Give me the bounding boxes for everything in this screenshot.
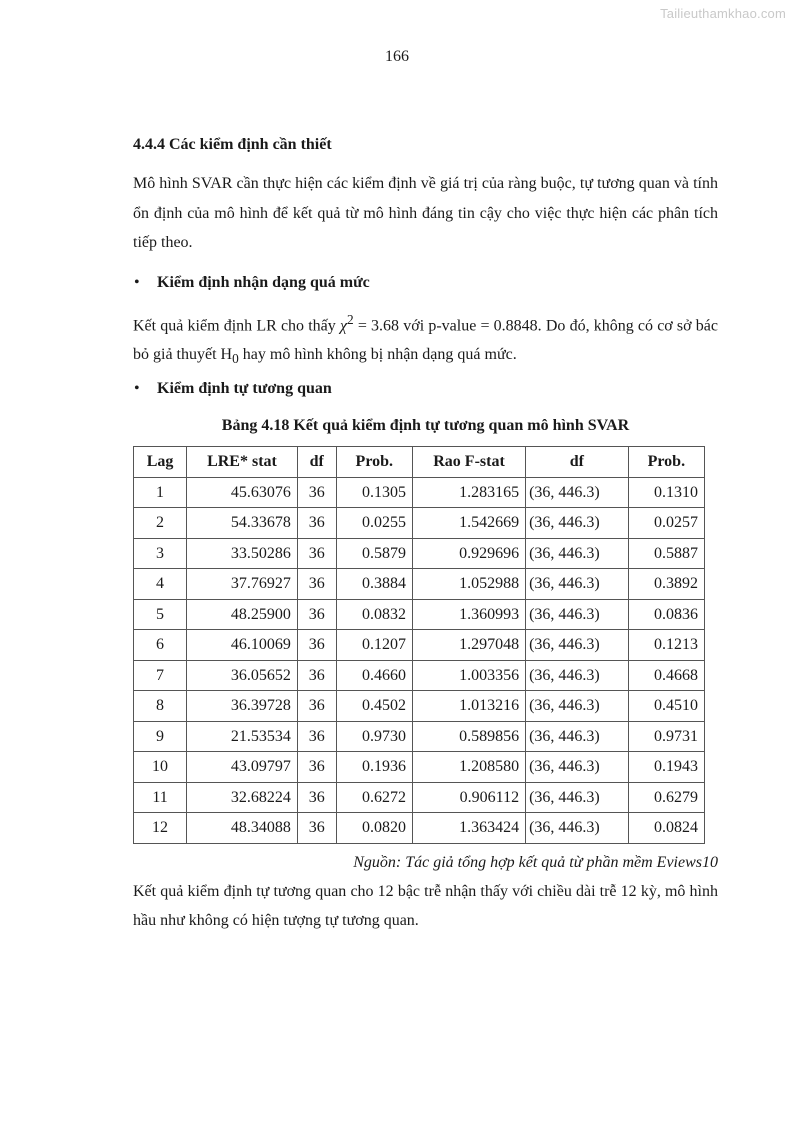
cell-rao-f-stat: 1.003356 [412, 660, 525, 691]
header-lre-stat: LRE* stat [187, 447, 298, 478]
cell-lre-stat: 21.53534 [187, 721, 298, 752]
table-row [134, 782, 705, 813]
cell-prob-2: 0.1943 [628, 752, 704, 783]
section-heading: 4.4.4 Các kiểm định cần thiết [133, 136, 332, 153]
cell-df: 36 [297, 782, 336, 813]
cell-prob-2: 0.0836 [628, 599, 704, 630]
table-row [134, 752, 705, 783]
cell-rao-f-stat: 1.208580 [412, 752, 525, 783]
cell-df: 36 [297, 477, 336, 508]
cell-df-2: (36, 446.3) [526, 660, 629, 691]
table-header-row [134, 447, 705, 478]
lr-result-paragraph [133, 305, 718, 375]
header-rao-f-stat: Rao F-stat [412, 447, 525, 478]
watermark: Tailieuthamkhao.com [660, 6, 786, 21]
cell-rao-f-stat: 1.542669 [412, 508, 525, 539]
cell-df-2: (36, 446.3) [526, 477, 629, 508]
cell-df-2: (36, 446.3) [526, 630, 629, 661]
conclusion-paragraph: Kết quả kiểm định tự tương quan cho 12 bậc trễ nhận thấy với chiều dài trễ 12 kỳ, mô hình hầu như không có hiện tượng tự tương quan. [133, 882, 718, 930]
table-row [134, 599, 705, 630]
cell-prob-2: 0.5887 [628, 538, 704, 569]
cell-prob: 0.3884 [336, 569, 412, 600]
cell-df-2: (36, 446.3) [526, 813, 629, 844]
cell-prob-2: 0.0824 [628, 813, 704, 844]
bullet-label: Kiểm định tự tương quan [157, 380, 332, 398]
cell-df: 36 [297, 752, 336, 783]
cell-df: 36 [297, 721, 336, 752]
cell-prob: 0.5879 [336, 538, 412, 569]
autocorrelation-table [133, 446, 705, 844]
bullet-icon: • [134, 273, 140, 291]
cell-lag: 5 [134, 599, 187, 630]
table-row [134, 538, 705, 569]
cell-rao-f-stat: 0.906112 [412, 782, 525, 813]
cell-prob: 0.0255 [336, 508, 412, 539]
cell-prob: 0.9730 [336, 721, 412, 752]
lr-text: với p-value = 0.8848. Do đó, không có cơ sở bác bỏ giả thuyết H [133, 316, 719, 364]
cell-lag: 2 [134, 508, 187, 539]
table-row [134, 813, 705, 844]
cell-lre-stat: 33.50286 [187, 538, 298, 569]
lr-suffix: hay mô hình không bị nhận dạng quá mức. [238, 346, 517, 364]
cell-rao-f-stat: 1.052988 [412, 569, 525, 600]
cell-prob-2: 0.4510 [628, 691, 704, 722]
chi-exponent: 2 [347, 311, 354, 327]
cell-prob: 0.0832 [336, 599, 412, 630]
cell-df: 36 [297, 660, 336, 691]
cell-prob: 0.1936 [336, 752, 412, 783]
cell-prob: 0.1305 [336, 477, 412, 508]
cell-lre-stat: 54.33678 [187, 508, 298, 539]
cell-df: 36 [297, 813, 336, 844]
cell-prob: 0.1207 [336, 630, 412, 661]
cell-rao-f-stat: 1.297048 [412, 630, 525, 661]
cell-prob-2: 0.0257 [628, 508, 704, 539]
cell-prob-2: 0.3892 [628, 569, 704, 600]
cell-lre-stat: 32.68224 [187, 782, 298, 813]
cell-lag: 6 [134, 630, 187, 661]
table-row [134, 660, 705, 691]
table-row [134, 569, 705, 600]
cell-lre-stat: 46.10069 [187, 630, 298, 661]
cell-df: 36 [297, 508, 336, 539]
cell-df-2: (36, 446.3) [526, 538, 629, 569]
cell-lre-stat: 36.05652 [187, 660, 298, 691]
page-number: 166 [385, 48, 409, 65]
cell-rao-f-stat: 1.363424 [412, 813, 525, 844]
cell-prob-2: 0.6279 [628, 782, 704, 813]
table-caption: Bảng 4.18 Kết quả kiểm định tự tương quan mô hình SVAR [221, 417, 630, 435]
cell-lag: 3 [134, 538, 187, 569]
cell-lag: 1 [134, 477, 187, 508]
cell-df-2: (36, 446.3) [526, 721, 629, 752]
cell-lre-stat: 45.63076 [187, 477, 298, 508]
bullet-overidentification [133, 268, 718, 297]
cell-df-2: (36, 446.3) [526, 508, 629, 539]
cell-lre-stat: 36.39728 [187, 691, 298, 722]
cell-lag: 12 [134, 813, 187, 844]
cell-df: 36 [297, 630, 336, 661]
cell-df: 36 [297, 569, 336, 600]
cell-prob-2: 0.1310 [628, 477, 704, 508]
cell-prob: 0.6272 [336, 782, 412, 813]
cell-lag: 8 [134, 691, 187, 722]
cell-prob-2: 0.4668 [628, 660, 704, 691]
page-content [133, 130, 718, 936]
table-row [134, 630, 705, 661]
cell-rao-f-stat: 1.013216 [412, 691, 525, 722]
cell-prob: 0.4502 [336, 691, 412, 722]
bullet-label: Kiểm định nhận dạng quá mức [157, 273, 370, 291]
cell-rao-f-stat: 0.929696 [412, 538, 525, 569]
h-subscript: 0 [232, 351, 239, 367]
bullet-icon: • [134, 380, 140, 398]
header-prob-2: Prob. [628, 447, 704, 478]
cell-df: 36 [297, 599, 336, 630]
cell-df-2: (36, 446.3) [526, 569, 629, 600]
cell-lag: 4 [134, 569, 187, 600]
bullet-autocorrelation [133, 374, 718, 403]
cell-prob-2: 0.9731 [628, 721, 704, 752]
cell-lre-stat: 48.25900 [187, 599, 298, 630]
chi-symbol: χ [339, 316, 348, 334]
cell-prob-2: 0.1213 [628, 630, 704, 661]
cell-rao-f-stat: 1.360993 [412, 599, 525, 630]
cell-rao-f-stat: 0.589856 [412, 721, 525, 752]
table-row [134, 477, 705, 508]
header-lag: Lag [134, 447, 187, 478]
cell-df-2: (36, 446.3) [526, 752, 629, 783]
cell-lag: 10 [134, 752, 187, 783]
cell-df-2: (36, 446.3) [526, 599, 629, 630]
table-row [134, 508, 705, 539]
header-df-2: df [526, 447, 629, 478]
cell-lag: 9 [134, 721, 187, 752]
cell-rao-f-stat: 1.283165 [412, 477, 525, 508]
cell-lag: 11 [134, 782, 187, 813]
cell-df: 36 [297, 691, 336, 722]
cell-df-2: (36, 446.3) [526, 691, 629, 722]
cell-lre-stat: 43.09797 [187, 752, 298, 783]
cell-prob: 0.4660 [336, 660, 412, 691]
intro-paragraph: Mô hình SVAR cần thực hiện các kiểm định về giá trị của ràng buộc, tự tương quan và tính ổn định của mô hình để kết quả từ mô hình đáng tin cậy cho việc thực hiện các phân tích tiếp theo. [133, 175, 718, 251]
cell-df-2: (36, 446.3) [526, 782, 629, 813]
cell-lag: 7 [134, 660, 187, 691]
table-body [134, 477, 705, 843]
cell-prob: 0.0820 [336, 813, 412, 844]
table-row [134, 721, 705, 752]
cell-lre-stat: 37.76927 [187, 569, 298, 600]
header-prob: Prob. [336, 447, 412, 478]
cell-df: 36 [297, 538, 336, 569]
chi-value: = 3.68 [353, 316, 400, 334]
table-row [134, 691, 705, 722]
cell-lre-stat: 48.34088 [187, 813, 298, 844]
source-note: Nguồn: Tác giả tổng hợp kết quả từ phần mềm Eviews10 [353, 853, 718, 871]
lr-prefix: Kết quả kiểm định LR cho thấy [133, 316, 340, 334]
header-df: df [297, 447, 336, 478]
